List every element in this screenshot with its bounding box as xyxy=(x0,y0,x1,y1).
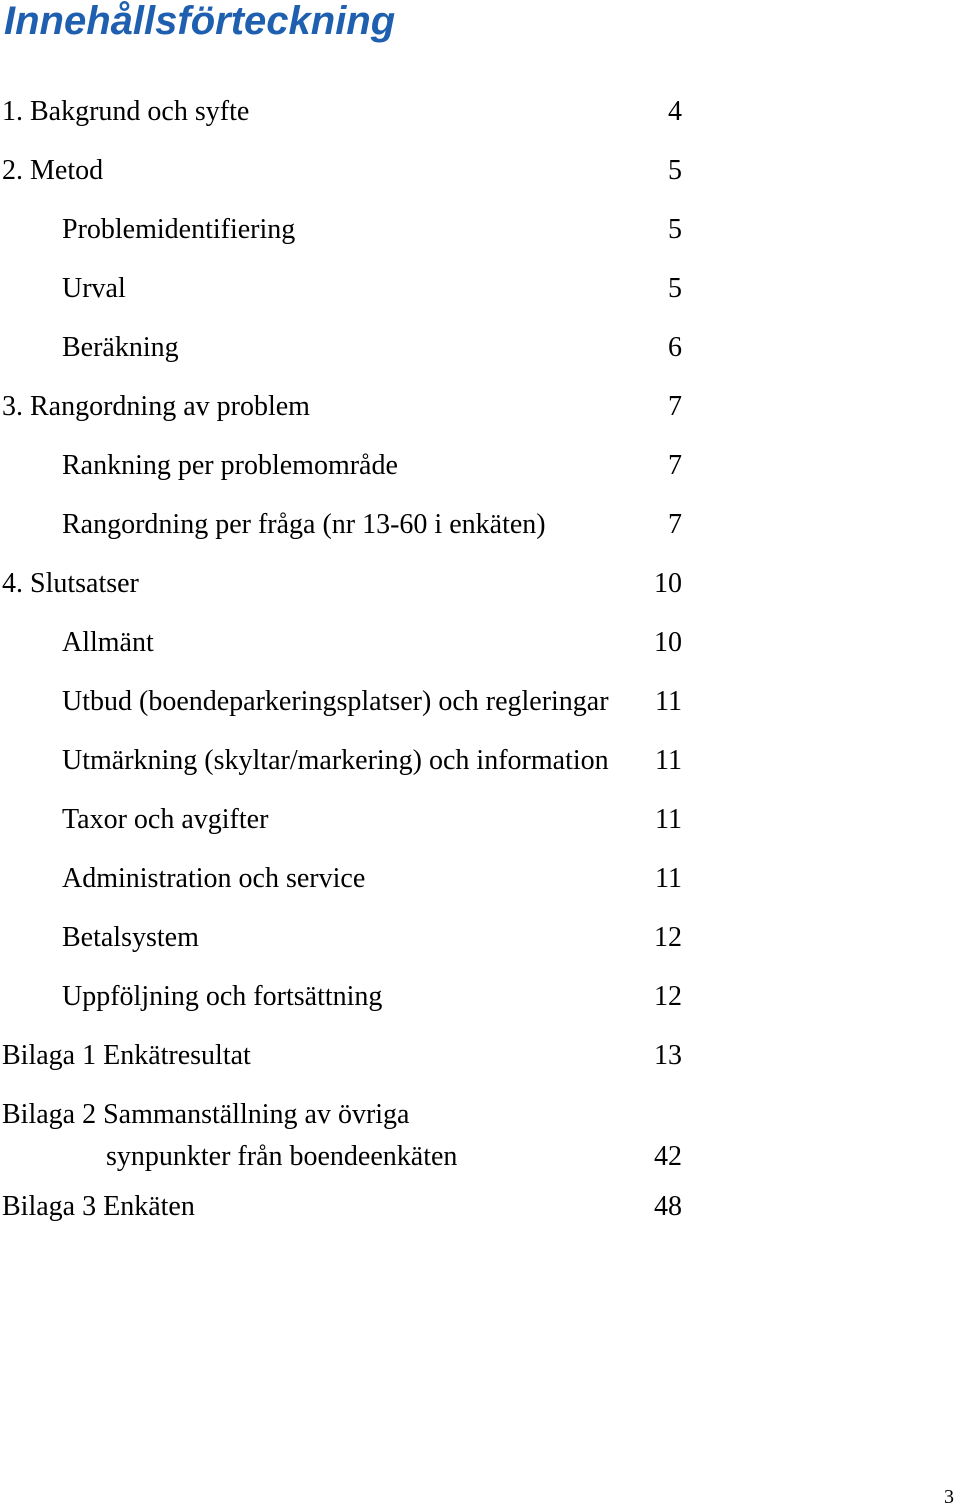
toc-entry-bilaga-2-continuation[interactable] xyxy=(0,1139,690,1175)
toc-entry-label: 4. Slutsatser xyxy=(2,568,139,599)
toc-entry-uppfoljning[interactable] xyxy=(0,979,690,1015)
toc-entry-page: 11 xyxy=(655,686,682,717)
toc-entry-slutsatser[interactable] xyxy=(0,566,690,602)
toc-entry-label: Problemidentifiering xyxy=(62,214,296,245)
toc-entry-bakgrund[interactable] xyxy=(0,94,690,130)
toc-entry-problemidentifiering[interactable] xyxy=(0,212,690,248)
toc-entry-rangordning[interactable] xyxy=(0,389,690,425)
toc-entry-metod[interactable] xyxy=(0,153,690,189)
toc-entry-page: 13 xyxy=(654,1040,682,1071)
toc-entry-page: 5 xyxy=(668,155,682,186)
toc-entry-label: Bilaga 2 Sammanställning av övriga xyxy=(2,1099,410,1130)
toc-entry-taxor[interactable] xyxy=(0,802,690,838)
toc-entry-utbud[interactable] xyxy=(0,684,690,720)
toc-entry-page: 5 xyxy=(668,273,682,304)
toc-entry-bilaga-1[interactable] xyxy=(0,1038,690,1074)
toc-entry-label: Beräkning xyxy=(62,332,179,363)
toc-entry-label: Uppföljning och fortsättning xyxy=(62,981,383,1012)
toc-entry-rankning-problemomrade[interactable] xyxy=(0,448,690,484)
toc-entry-page: 11 xyxy=(655,804,682,835)
toc-entry-page: 6 xyxy=(668,332,682,363)
toc-entry-page: 11 xyxy=(655,745,682,776)
toc-entry-page: 42 xyxy=(654,1141,682,1172)
toc-entry-page: 5 xyxy=(668,214,682,245)
toc-entry-label: 1. Bakgrund och syfte xyxy=(2,96,250,127)
toc-entry-label: 2. Metod xyxy=(2,155,104,186)
toc-entry-label: 3. Rangordning av problem xyxy=(2,391,310,422)
toc-entry-page: 48 xyxy=(654,1191,682,1222)
toc-entry-label: Utmärkning (skyltar/markering) och information xyxy=(62,745,609,776)
toc-entry-label: Taxor och avgifter xyxy=(62,804,269,835)
toc-entry-label: Bilaga 3 Enkäten xyxy=(2,1191,195,1222)
toc-entry-label: Rangordning per fråga (nr 13-60 i enkäten) xyxy=(62,509,546,540)
toc-entry-page: 11 xyxy=(655,863,682,894)
toc-entry-utmarkning[interactable] xyxy=(0,743,690,779)
toc-entry-urval[interactable] xyxy=(0,271,690,307)
toc-entry-continuation-label: synpunkter från boendeenkäten xyxy=(106,1141,458,1172)
toc-entry-label: Rankning per problemområde xyxy=(62,450,398,481)
toc-entry-page: 7 xyxy=(668,391,682,422)
toc-entry-label: Betalsystem xyxy=(62,922,199,953)
toc-entry-label: Utbud (boendeparkeringsplatser) och regleringar xyxy=(62,686,609,717)
toc-entry-page: 7 xyxy=(668,509,682,540)
toc-entry-page: 12 xyxy=(654,981,682,1012)
toc-entry-bilaga-2[interactable] xyxy=(0,1097,690,1133)
toc-entry-berakning[interactable] xyxy=(0,330,690,366)
toc-entry-page: 12 xyxy=(654,922,682,953)
toc-entry-page: 10 xyxy=(654,568,682,599)
page-title: Innehållsförteckning xyxy=(4,0,396,43)
toc-entry-label: Bilaga 1 Enkätresultat xyxy=(2,1040,251,1071)
toc-entry-administration[interactable] xyxy=(0,861,690,897)
toc-entry-bilaga-3[interactable] xyxy=(0,1189,690,1225)
toc-entry-page: 7 xyxy=(668,450,682,481)
toc-entry-allmant[interactable] xyxy=(0,625,690,661)
page-number: 3 xyxy=(944,1486,954,1508)
toc-entry-rangordning-fraga[interactable] xyxy=(0,507,690,543)
toc-entry-label: Administration och service xyxy=(62,863,366,894)
toc-entry-betalsystem[interactable] xyxy=(0,920,690,956)
toc-entry-page: 10 xyxy=(654,627,682,658)
toc-entry-page: 4 xyxy=(668,96,682,127)
toc-entry-label: Allmänt xyxy=(62,627,154,658)
toc-entry-label: Urval xyxy=(62,273,126,304)
